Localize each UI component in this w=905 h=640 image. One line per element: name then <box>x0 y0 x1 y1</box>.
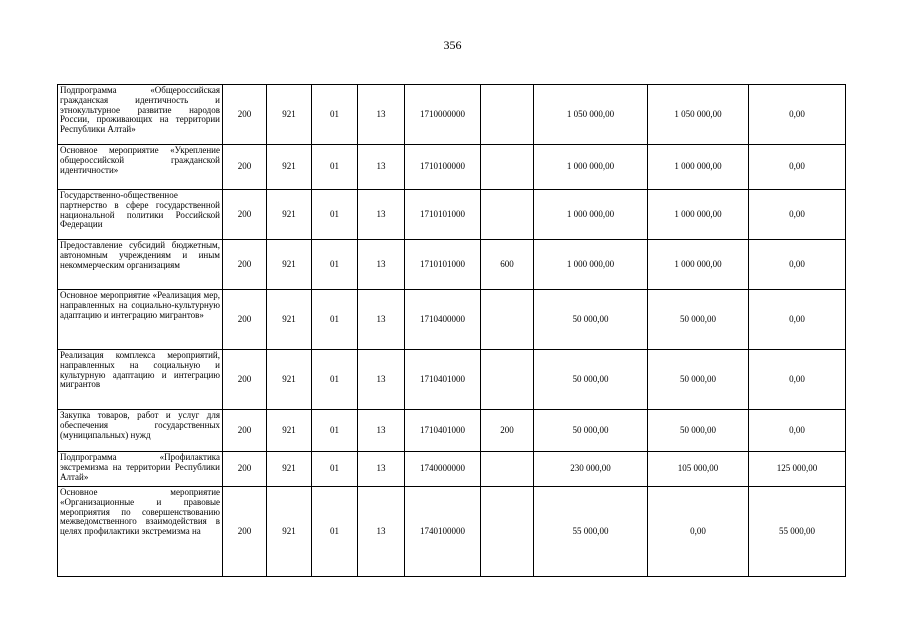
expense-type-cell <box>481 452 534 487</box>
section-cell: 921 <box>267 85 312 145</box>
expense-type-cell: 600 <box>481 240 534 290</box>
page-number: 356 <box>443 38 462 52</box>
sum-federal-cell: 0,00 <box>749 410 846 452</box>
section-cell: 921 <box>267 145 312 190</box>
ved-cell: 200 <box>223 350 267 410</box>
target-article-cell: 1710401000 <box>405 410 481 452</box>
sum-federal-cell: 0,00 <box>749 85 846 145</box>
sum-total-cell: 50 000,00 <box>534 350 648 410</box>
subsection-cell: 01 <box>312 410 358 452</box>
sum-total-cell: 50 000,00 <box>534 290 648 350</box>
sum-federal-cell: 0,00 <box>749 290 846 350</box>
sum-republic-cell: 50 000,00 <box>648 290 749 350</box>
table-row <box>58 145 846 190</box>
sum-republic-cell: 50 000,00 <box>648 410 749 452</box>
target-article-cell: 1710101000 <box>405 190 481 240</box>
ved-cell: 200 <box>223 487 267 577</box>
ved-cell: 200 <box>223 452 267 487</box>
sum-republic-cell: 0,00 <box>648 487 749 577</box>
subsection-cell: 01 <box>312 85 358 145</box>
sum-total-cell: 55 000,00 <box>534 487 648 577</box>
sum-total-cell: 1 050 000,00 <box>534 85 648 145</box>
table-row <box>58 452 846 487</box>
row-name-cell: Основное мероприятие «Реализация мер, направленных на социально-культурную адаптацию и интеграцию мигрантов» <box>58 290 223 350</box>
table-row <box>58 410 846 452</box>
sum-republic-cell: 1 000 000,00 <box>648 145 749 190</box>
target-article-cell: 1710100000 <box>405 145 481 190</box>
sum-total-cell: 50 000,00 <box>534 410 648 452</box>
section-cell: 921 <box>267 452 312 487</box>
ved-cell: 200 <box>223 240 267 290</box>
ved-cell: 200 <box>223 290 267 350</box>
sum-republic-cell: 50 000,00 <box>648 350 749 410</box>
subsection-cell: 01 <box>312 452 358 487</box>
table-row <box>58 487 846 577</box>
sum-federal-cell: 0,00 <box>749 145 846 190</box>
section-cell: 921 <box>267 487 312 577</box>
sum-federal-cell: 55 000,00 <box>749 487 846 577</box>
target-article-cell: 1710000000 <box>405 85 481 145</box>
row-name-cell: Подпрограмма «Общероссийская гражданская идентичность и этнокультурное развитие народов России, проживающих на территории Республики Алтай» <box>58 85 223 145</box>
row-name-cell: Основное мероприятие «Укрепление общероссийской гражданской идентичности» <box>58 145 223 190</box>
expense-type-cell <box>481 350 534 410</box>
table-row <box>58 240 846 290</box>
target-article-cell: 1740100000 <box>405 487 481 577</box>
table-row <box>58 350 846 410</box>
ved-cell: 200 <box>223 190 267 240</box>
sum-federal-cell: 0,00 <box>749 190 846 240</box>
table-row <box>58 85 846 145</box>
table-row <box>58 190 846 240</box>
sum-federal-cell: 0,00 <box>749 350 846 410</box>
sum-total-cell: 1 000 000,00 <box>534 190 648 240</box>
sum-republic-cell: 105 000,00 <box>648 452 749 487</box>
sum-total-cell: 1 000 000,00 <box>534 240 648 290</box>
ved-cell: 200 <box>223 145 267 190</box>
section-cell: 921 <box>267 290 312 350</box>
section-cell: 921 <box>267 190 312 240</box>
code-cell: 13 <box>358 290 405 350</box>
expense-type-cell <box>481 190 534 240</box>
ved-cell: 200 <box>223 410 267 452</box>
target-article-cell: 1740000000 <box>405 452 481 487</box>
row-name-cell: Предоставление субсидий бюджетным, автономным учреждениям и иным некоммерческим организациям <box>58 240 223 290</box>
row-name-cell: Реализация комплекса мероприятий, направленных на социальную и культурную адаптацию и интеграцию мигрантов <box>58 350 223 410</box>
row-name-cell: Государственно-общественное партнерство в сфере государственной национальной политики Российской Федерации <box>58 190 223 240</box>
target-article-cell: 1710101000 <box>405 240 481 290</box>
subsection-cell: 01 <box>312 240 358 290</box>
target-article-cell: 1710400000 <box>405 290 481 350</box>
budget-table <box>57 84 846 577</box>
sum-total-cell: 1 000 000,00 <box>534 145 648 190</box>
table-row <box>58 290 846 350</box>
section-cell: 921 <box>267 410 312 452</box>
row-name-cell: Подпрограмма «Профилактика экстремизма на территории Республики Алтай» <box>58 452 223 487</box>
subsection-cell: 01 <box>312 290 358 350</box>
subsection-cell: 01 <box>312 487 358 577</box>
page-bottom-margin <box>0 581 905 640</box>
sum-republic-cell: 1 050 000,00 <box>648 85 749 145</box>
code-cell: 13 <box>358 190 405 240</box>
expense-type-cell: 200 <box>481 410 534 452</box>
code-cell: 13 <box>358 410 405 452</box>
code-cell: 13 <box>358 240 405 290</box>
section-cell: 921 <box>267 350 312 410</box>
code-cell: 13 <box>358 145 405 190</box>
sum-total-cell: 230 000,00 <box>534 452 648 487</box>
expense-type-cell <box>481 487 534 577</box>
subsection-cell: 01 <box>312 190 358 240</box>
subsection-cell: 01 <box>312 350 358 410</box>
code-cell: 13 <box>358 350 405 410</box>
sum-republic-cell: 1 000 000,00 <box>648 190 749 240</box>
sum-federal-cell: 125 000,00 <box>749 452 846 487</box>
expense-type-cell <box>481 145 534 190</box>
sum-federal-cell: 0,00 <box>749 240 846 290</box>
sum-republic-cell: 1 000 000,00 <box>648 240 749 290</box>
subsection-cell: 01 <box>312 145 358 190</box>
section-cell: 921 <box>267 240 312 290</box>
row-name-cell: Основное мероприятие «Организационные и правовые мероприятия по совершенствованию межведомственного взаимодействия в целях профилактики экстремизма на <box>58 487 223 577</box>
code-cell: 13 <box>358 452 405 487</box>
target-article-cell: 1710401000 <box>405 350 481 410</box>
ved-cell: 200 <box>223 85 267 145</box>
code-cell: 13 <box>358 487 405 577</box>
expense-type-cell <box>481 290 534 350</box>
code-cell: 13 <box>358 85 405 145</box>
row-name-cell: Закупка товаров, работ и услуг для обеспечения государственных (муниципальных) нужд <box>58 410 223 452</box>
expense-type-cell <box>481 85 534 145</box>
